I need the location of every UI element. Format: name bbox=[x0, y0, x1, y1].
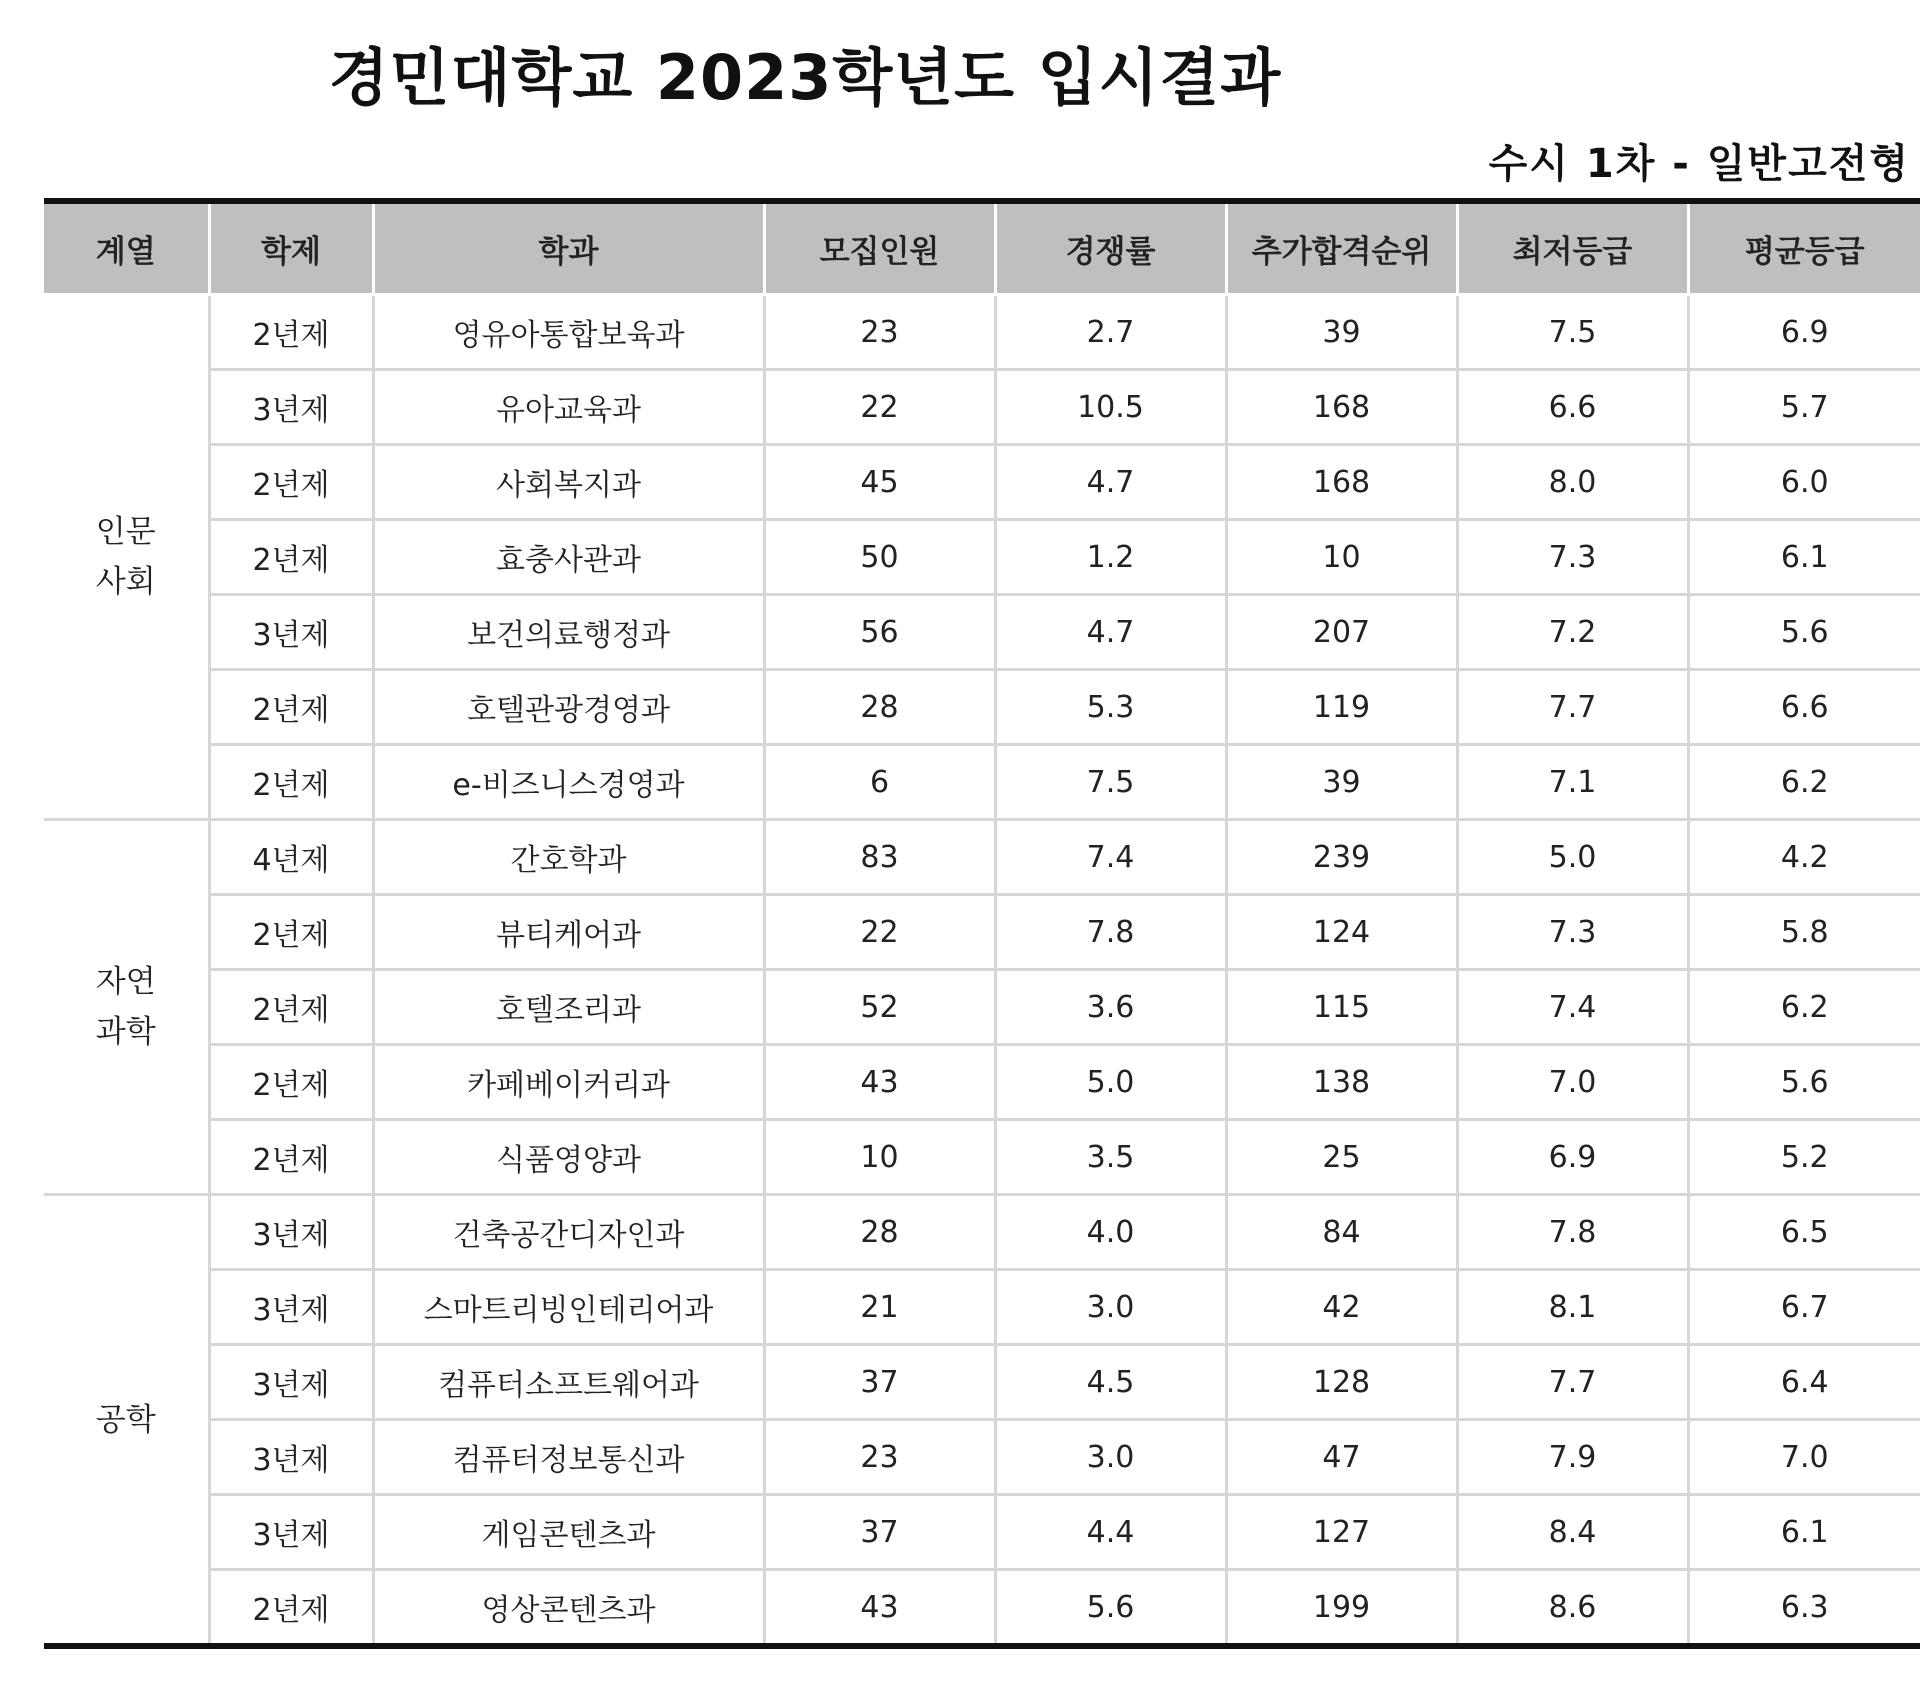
additional-rank-cell: 115 bbox=[1226, 970, 1457, 1045]
program-length-cell: 4년제 bbox=[209, 820, 373, 895]
program-length-cell: 2년제 bbox=[209, 895, 373, 970]
program-length-cell: 2년제 bbox=[209, 295, 373, 370]
department-cell: 영유아통합보육과 bbox=[373, 295, 764, 370]
additional-rank-cell: 39 bbox=[1226, 295, 1457, 370]
header-field: 계열 bbox=[44, 201, 209, 295]
table-row bbox=[44, 970, 1920, 1045]
quota-cell: 37 bbox=[764, 1495, 995, 1570]
average-grade-cell: 6.5 bbox=[1688, 1195, 1920, 1270]
competition-ratio-cell: 7.5 bbox=[995, 745, 1226, 820]
table-row bbox=[44, 1195, 1920, 1270]
header-quota: 모집인원 bbox=[764, 201, 995, 295]
table-row bbox=[44, 370, 1920, 445]
header-row bbox=[44, 201, 1920, 295]
quota-cell: 23 bbox=[764, 295, 995, 370]
program-length-cell: 2년제 bbox=[209, 1045, 373, 1120]
competition-ratio-cell: 4.7 bbox=[995, 595, 1226, 670]
average-grade-cell: 6.4 bbox=[1688, 1345, 1920, 1420]
quota-cell: 28 bbox=[764, 670, 995, 745]
lowest-grade-cell: 7.9 bbox=[1457, 1420, 1688, 1495]
lowest-grade-cell: 7.1 bbox=[1457, 745, 1688, 820]
program-length-cell: 3년제 bbox=[209, 1345, 373, 1420]
quota-cell: 43 bbox=[764, 1045, 995, 1120]
department-cell: 컴퓨터소프트웨어과 bbox=[373, 1345, 764, 1420]
program-length-cell: 2년제 bbox=[209, 1120, 373, 1195]
department-cell: 호텔관광경영과 bbox=[373, 670, 764, 745]
lowest-grade-cell: 6.9 bbox=[1457, 1120, 1688, 1195]
department-cell: 영상콘텐츠과 bbox=[373, 1570, 764, 1647]
additional-rank-cell: 199 bbox=[1226, 1570, 1457, 1647]
additional-rank-cell: 25 bbox=[1226, 1120, 1457, 1195]
additional-rank-cell: 207 bbox=[1226, 595, 1457, 670]
lowest-grade-cell: 7.5 bbox=[1457, 295, 1688, 370]
additional-rank-cell: 168 bbox=[1226, 370, 1457, 445]
table-row bbox=[44, 1270, 1920, 1345]
department-cell: 효충사관과 bbox=[373, 520, 764, 595]
quota-cell: 52 bbox=[764, 970, 995, 1045]
department-cell: 보건의료행정과 bbox=[373, 595, 764, 670]
quota-cell: 37 bbox=[764, 1345, 995, 1420]
program-length-cell: 3년제 bbox=[209, 1195, 373, 1270]
lowest-grade-cell: 7.0 bbox=[1457, 1045, 1688, 1120]
lowest-grade-cell: 8.4 bbox=[1457, 1495, 1688, 1570]
quota-cell: 6 bbox=[764, 745, 995, 820]
lowest-grade-cell: 7.4 bbox=[1457, 970, 1688, 1045]
header-lowest-grade: 최저등급 bbox=[1457, 201, 1688, 295]
table-row bbox=[44, 1345, 1920, 1420]
lowest-grade-cell: 7.8 bbox=[1457, 1195, 1688, 1270]
additional-rank-cell: 128 bbox=[1226, 1345, 1457, 1420]
average-grade-cell: 5.8 bbox=[1688, 895, 1920, 970]
lowest-grade-cell: 5.0 bbox=[1457, 820, 1688, 895]
competition-ratio-cell: 4.4 bbox=[995, 1495, 1226, 1570]
additional-rank-cell: 119 bbox=[1226, 670, 1457, 745]
lowest-grade-cell: 7.7 bbox=[1457, 670, 1688, 745]
program-length-cell: 2년제 bbox=[209, 520, 373, 595]
additional-rank-cell: 124 bbox=[1226, 895, 1457, 970]
field-group-cell: 인문 사회 bbox=[95, 514, 156, 600]
average-grade-cell: 6.0 bbox=[1688, 445, 1920, 520]
quota-cell: 22 bbox=[764, 895, 995, 970]
competition-ratio-cell: 5.3 bbox=[995, 670, 1226, 745]
program-length-cell: 2년제 bbox=[209, 970, 373, 1045]
department-cell: 컴퓨터정보통신과 bbox=[373, 1420, 764, 1495]
average-grade-cell: 4.2 bbox=[1688, 820, 1920, 895]
additional-rank-cell: 138 bbox=[1226, 1045, 1457, 1120]
quota-cell: 83 bbox=[764, 820, 995, 895]
lowest-grade-cell: 8.1 bbox=[1457, 1270, 1688, 1345]
quota-cell: 45 bbox=[764, 445, 995, 520]
additional-rank-cell: 39 bbox=[1226, 745, 1457, 820]
average-grade-cell: 6.3 bbox=[1688, 1570, 1920, 1647]
quota-cell: 23 bbox=[764, 1420, 995, 1495]
average-grade-cell: 5.6 bbox=[1688, 1045, 1920, 1120]
program-length-cell: 3년제 bbox=[209, 595, 373, 670]
additional-rank-cell: 127 bbox=[1226, 1495, 1457, 1570]
table-row bbox=[44, 895, 1920, 970]
program-length-cell: 3년제 bbox=[209, 370, 373, 445]
header-competition-ratio: 경쟁률 bbox=[995, 201, 1226, 295]
field-group-cell: 자연 과학 bbox=[44, 820, 209, 1195]
competition-ratio-cell: 3.0 bbox=[995, 1420, 1226, 1495]
table-row bbox=[44, 295, 1920, 370]
department-cell: 사회복지과 bbox=[373, 445, 764, 520]
quota-cell: 22 bbox=[764, 370, 995, 445]
department-cell: 식품영양과 bbox=[373, 1120, 764, 1195]
competition-ratio-cell: 10.5 bbox=[995, 370, 1226, 445]
competition-ratio-cell: 7.4 bbox=[995, 820, 1226, 895]
table-body bbox=[44, 295, 1920, 1647]
competition-ratio-cell: 2.7 bbox=[995, 295, 1226, 370]
competition-ratio-cell: 3.6 bbox=[995, 970, 1226, 1045]
department-cell: 카페베이커리과 bbox=[373, 1045, 764, 1120]
average-grade-cell: 5.7 bbox=[1688, 370, 1920, 445]
department-cell: 건축공간디자인과 bbox=[373, 1195, 764, 1270]
competition-ratio-cell: 4.7 bbox=[995, 445, 1226, 520]
lowest-grade-cell: 7.2 bbox=[1457, 595, 1688, 670]
header-additional-rank: 추가합격순위 bbox=[1226, 201, 1457, 295]
table-row bbox=[44, 670, 1920, 745]
lowest-grade-cell: 8.0 bbox=[1457, 445, 1688, 520]
competition-ratio-cell: 5.0 bbox=[995, 1045, 1226, 1120]
competition-ratio-cell: 5.6 bbox=[995, 1570, 1226, 1647]
quota-cell: 56 bbox=[764, 595, 995, 670]
program-length-cell: 2년제 bbox=[209, 1570, 373, 1647]
header-department: 학과 bbox=[373, 201, 764, 295]
additional-rank-cell: 10 bbox=[1226, 520, 1457, 595]
additional-rank-cell: 47 bbox=[1226, 1420, 1457, 1495]
quota-cell: 10 bbox=[764, 1120, 995, 1195]
table-row bbox=[44, 820, 1920, 895]
average-grade-cell: 7.0 bbox=[1688, 1420, 1920, 1495]
program-length-cell: 3년제 bbox=[209, 1270, 373, 1345]
additional-rank-cell: 239 bbox=[1226, 820, 1457, 895]
program-length-cell: 2년제 bbox=[209, 445, 373, 520]
table-row bbox=[44, 595, 1920, 670]
additional-rank-cell: 42 bbox=[1226, 1270, 1457, 1345]
competition-ratio-cell: 7.8 bbox=[995, 895, 1226, 970]
table-row bbox=[44, 745, 1920, 820]
quota-cell: 50 bbox=[764, 520, 995, 595]
competition-ratio-cell: 4.0 bbox=[995, 1195, 1226, 1270]
department-cell: 스마트리빙인테리어과 bbox=[373, 1270, 764, 1345]
lowest-grade-cell: 7.3 bbox=[1457, 520, 1688, 595]
lowest-grade-cell: 6.6 bbox=[1457, 370, 1688, 445]
table-row bbox=[44, 1120, 1920, 1195]
quota-cell: 28 bbox=[764, 1195, 995, 1270]
department-cell: 유아교육과 bbox=[373, 370, 764, 445]
admission-type-subtitle: 수시 1차 - 일반고전형 bbox=[1488, 141, 1910, 187]
competition-ratio-cell: 3.5 bbox=[995, 1120, 1226, 1195]
admission-results-table bbox=[44, 198, 1920, 1649]
table-row bbox=[44, 1495, 1920, 1570]
header-program-length: 학제 bbox=[209, 201, 373, 295]
additional-rank-cell: 168 bbox=[1226, 445, 1457, 520]
average-grade-cell: 6.6 bbox=[1688, 670, 1920, 745]
department-cell: 뷰티케어과 bbox=[373, 895, 764, 970]
table-row bbox=[44, 445, 1920, 520]
competition-ratio-cell: 4.5 bbox=[995, 1345, 1226, 1420]
department-cell: e-비즈니스경영과 bbox=[373, 745, 764, 820]
competition-ratio-cell: 3.0 bbox=[995, 1270, 1226, 1345]
department-cell: 호텔조리과 bbox=[373, 970, 764, 1045]
program-length-cell: 2년제 bbox=[209, 670, 373, 745]
quota-cell: 21 bbox=[764, 1270, 995, 1345]
department-cell: 간호학과 bbox=[373, 820, 764, 895]
lowest-grade-cell: 8.6 bbox=[1457, 1570, 1688, 1647]
field-group-cell: 공학 bbox=[44, 1195, 209, 1647]
program-length-cell: 3년제 bbox=[209, 1495, 373, 1570]
additional-rank-cell: 84 bbox=[1226, 1195, 1457, 1270]
quota-cell: 43 bbox=[764, 1570, 995, 1647]
average-grade-cell: 6.7 bbox=[1688, 1270, 1920, 1345]
table-row bbox=[44, 1570, 1920, 1647]
header-average-grade: 평균등급 bbox=[1688, 201, 1920, 295]
average-grade-cell: 6.2 bbox=[1688, 745, 1920, 820]
lowest-grade-cell: 7.3 bbox=[1457, 895, 1688, 970]
document-title: 경민대학교 2023학년도 입시결과 bbox=[328, 41, 1282, 114]
competition-ratio-cell: 1.2 bbox=[995, 520, 1226, 595]
table-row bbox=[44, 1420, 1920, 1495]
average-grade-cell: 5.6 bbox=[1688, 595, 1920, 670]
average-grade-cell: 6.1 bbox=[1688, 520, 1920, 595]
table-row bbox=[44, 520, 1920, 595]
average-grade-cell: 6.9 bbox=[1688, 295, 1920, 370]
lowest-grade-cell: 7.7 bbox=[1457, 1345, 1688, 1420]
average-grade-cell: 6.2 bbox=[1688, 970, 1920, 1045]
table-row bbox=[44, 1045, 1920, 1120]
program-length-cell: 2년제 bbox=[209, 745, 373, 820]
department-cell: 게임콘텐츠과 bbox=[373, 1495, 764, 1570]
average-grade-cell: 6.1 bbox=[1688, 1495, 1920, 1570]
average-grade-cell: 5.2 bbox=[1688, 1120, 1920, 1195]
program-length-cell: 3년제 bbox=[209, 1420, 373, 1495]
